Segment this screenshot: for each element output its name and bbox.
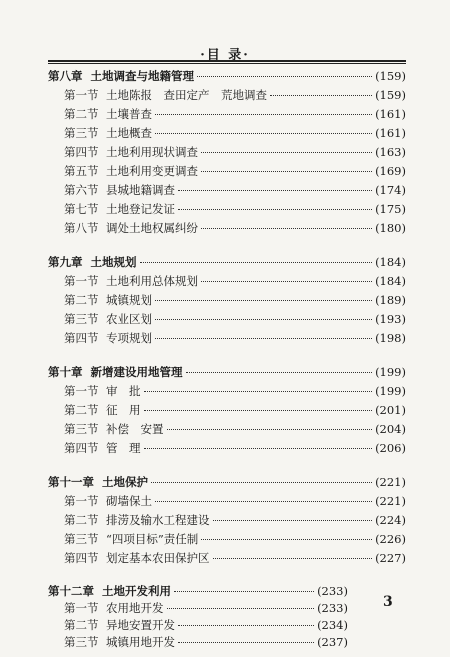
section-title: “四项目标”责任制 <box>106 532 199 546</box>
section-page: (193) <box>375 312 406 326</box>
section-title: 土地登记发证 <box>106 202 175 216</box>
header-rule <box>48 60 406 62</box>
chapter-title: 土地保护 <box>102 475 148 489</box>
section-page: (204) <box>375 422 406 436</box>
chapter-title: 土地开发利用 <box>102 584 171 598</box>
toc-section[interactable] <box>64 126 406 140</box>
section-title: 专项规划 <box>106 331 152 345</box>
section-number: 第二节 <box>64 107 99 121</box>
dot-leader <box>201 170 372 172</box>
section-page: (221) <box>375 494 406 508</box>
toc-section[interactable] <box>64 107 406 121</box>
section-number: 第三节 <box>64 532 99 546</box>
section-number: 第二节 <box>64 513 99 527</box>
section-number: 第六节 <box>64 183 99 197</box>
section-page: (169) <box>375 164 406 178</box>
dot-leader <box>167 607 315 609</box>
section-number: 第四节 <box>64 441 99 455</box>
chapter-page: (221) <box>375 475 406 489</box>
dot-leader <box>144 390 373 392</box>
section-number: 第五节 <box>64 164 99 178</box>
section-number: 第三节 <box>64 312 99 326</box>
dot-leader <box>213 557 373 559</box>
toc-chapter[interactable] <box>48 69 406 83</box>
section-page: (198) <box>375 331 406 345</box>
section-title: 土地利用变更调查 <box>106 164 198 178</box>
chapter-title: 土地规划 <box>90 255 137 269</box>
section-title: 征 用 <box>106 403 141 417</box>
dot-leader <box>151 481 372 483</box>
section-title: 城镇用地开发 <box>106 635 175 649</box>
section-page: (174) <box>375 183 406 197</box>
toc-section[interactable] <box>64 274 406 288</box>
section-number: 第七节 <box>64 202 99 216</box>
dot-leader <box>201 280 372 282</box>
section-title: 异地安置开发 <box>106 618 175 632</box>
dot-leader <box>186 371 373 373</box>
dot-leader <box>201 227 372 229</box>
dot-leader <box>167 428 373 430</box>
dot-leader <box>155 500 372 502</box>
dot-leader <box>155 132 372 134</box>
section-page: (159) <box>375 88 406 102</box>
section-title: 土地利用总体规划 <box>106 274 198 288</box>
section-title: 审 批 <box>106 384 141 398</box>
section-title: 土地概查 <box>106 126 152 140</box>
section-title: 农用地开发 <box>106 601 164 615</box>
toc-chapter[interactable] <box>48 475 406 489</box>
section-number: 第三节 <box>64 635 99 649</box>
section-page: (201) <box>375 403 406 417</box>
section-title: 土壤普查 <box>106 107 152 121</box>
section-title: 土地利用现状调查 <box>106 145 198 159</box>
section-page: (224) <box>375 513 406 527</box>
chapter-number: 第十章 <box>48 365 83 379</box>
section-title: 土地陈报 查田定产 荒地调查 <box>106 88 267 102</box>
chapter-page: (233) <box>317 584 348 598</box>
toc-section[interactable] <box>64 331 406 345</box>
toc-section[interactable] <box>64 635 348 649</box>
section-page: (237) <box>317 635 348 649</box>
chapter-page: (199) <box>375 365 406 379</box>
toc-section[interactable] <box>64 422 406 436</box>
dot-leader <box>178 189 372 191</box>
toc-section[interactable] <box>64 441 406 455</box>
dot-leader <box>178 624 314 626</box>
toc-section[interactable] <box>64 403 406 417</box>
section-page: (161) <box>375 107 406 121</box>
page-header: ·目 录· <box>200 48 250 63</box>
dot-leader <box>178 641 314 643</box>
chapter-title: 土地调查与地籍管理 <box>90 69 194 83</box>
section-title: 砌墙保土 <box>106 494 152 508</box>
section-number: 第二节 <box>64 403 99 417</box>
section-number: 第二节 <box>64 618 99 632</box>
toc-section[interactable] <box>64 494 406 508</box>
dot-leader <box>155 318 372 320</box>
section-page: (233) <box>317 601 348 615</box>
section-page: (161) <box>375 126 406 140</box>
section-title: 县城地籍调查 <box>106 183 175 197</box>
header-rule-thin <box>48 63 406 64</box>
section-number: 第四节 <box>64 551 99 565</box>
section-title: 管 理 <box>106 441 141 455</box>
section-number: 第一节 <box>64 274 99 288</box>
section-number: 第一节 <box>64 601 99 615</box>
section-page: (226) <box>375 532 406 546</box>
section-title: 排涝及输水工程建设 <box>106 513 210 527</box>
dot-leader <box>178 208 372 210</box>
dot-leader <box>155 299 372 301</box>
toc-section[interactable] <box>64 618 348 632</box>
chapter-number: 第八章 <box>48 69 83 83</box>
toc-section[interactable] <box>64 202 406 216</box>
dot-leader <box>144 409 373 411</box>
section-page: (206) <box>375 441 406 455</box>
chapter-number: 第十一章 <box>48 475 94 489</box>
dot-leader <box>174 590 314 592</box>
section-number: 第四节 <box>64 331 99 345</box>
toc-section[interactable] <box>64 601 348 615</box>
section-title: 调处土地权属纠纷 <box>106 221 198 235</box>
section-title: 农业区划 <box>106 312 152 326</box>
toc-chapter[interactable] <box>48 365 406 379</box>
dot-leader <box>197 75 372 77</box>
toc-section[interactable] <box>64 293 406 307</box>
section-page: (180) <box>375 221 406 235</box>
chapter-number: 第十二章 <box>48 584 94 598</box>
chapter-page: (159) <box>375 69 406 83</box>
toc-section[interactable] <box>64 384 406 398</box>
section-number: 第二节 <box>64 293 99 307</box>
dot-leader <box>155 113 372 115</box>
chapter-page: (184) <box>375 255 406 269</box>
section-page: (163) <box>375 145 406 159</box>
toc-section[interactable] <box>64 312 406 326</box>
dot-leader <box>155 337 372 339</box>
dot-leader <box>270 94 372 96</box>
toc-section[interactable] <box>64 513 406 527</box>
dot-leader <box>144 447 373 449</box>
section-number: 第三节 <box>64 126 99 140</box>
chapter-number: 第九章 <box>48 255 83 269</box>
section-page: (184) <box>375 274 406 288</box>
dot-leader <box>213 519 373 521</box>
section-number: 第八节 <box>64 221 99 235</box>
chapter-title: 新增建设用地管理 <box>90 365 183 379</box>
section-number: 第四节 <box>64 145 99 159</box>
toc-section[interactable] <box>64 164 406 178</box>
section-page: (189) <box>375 293 406 307</box>
toc-chapter[interactable] <box>48 584 348 598</box>
page-number: 3 <box>383 594 393 610</box>
toc-section[interactable] <box>64 221 406 235</box>
toc-section[interactable] <box>64 145 406 159</box>
dot-leader <box>201 151 372 153</box>
section-page: (199) <box>375 384 406 398</box>
toc-chapter[interactable] <box>48 255 406 269</box>
section-page: (227) <box>375 551 406 565</box>
toc-section[interactable] <box>64 551 406 565</box>
toc-section[interactable] <box>64 532 406 546</box>
section-number: 第一节 <box>64 88 99 102</box>
section-page: (175) <box>375 202 406 216</box>
section-number: 第一节 <box>64 384 99 398</box>
section-title: 城镇规划 <box>106 293 152 307</box>
dot-leader <box>140 261 373 263</box>
toc-section[interactable] <box>64 88 406 102</box>
dot-leader <box>201 538 372 540</box>
section-number: 第三节 <box>64 422 99 436</box>
section-title: 划定基本农田保护区 <box>106 551 210 565</box>
section-number: 第一节 <box>64 494 99 508</box>
toc-section[interactable] <box>64 183 406 197</box>
section-page: (234) <box>317 618 348 632</box>
section-title: 补偿 安置 <box>106 422 164 436</box>
